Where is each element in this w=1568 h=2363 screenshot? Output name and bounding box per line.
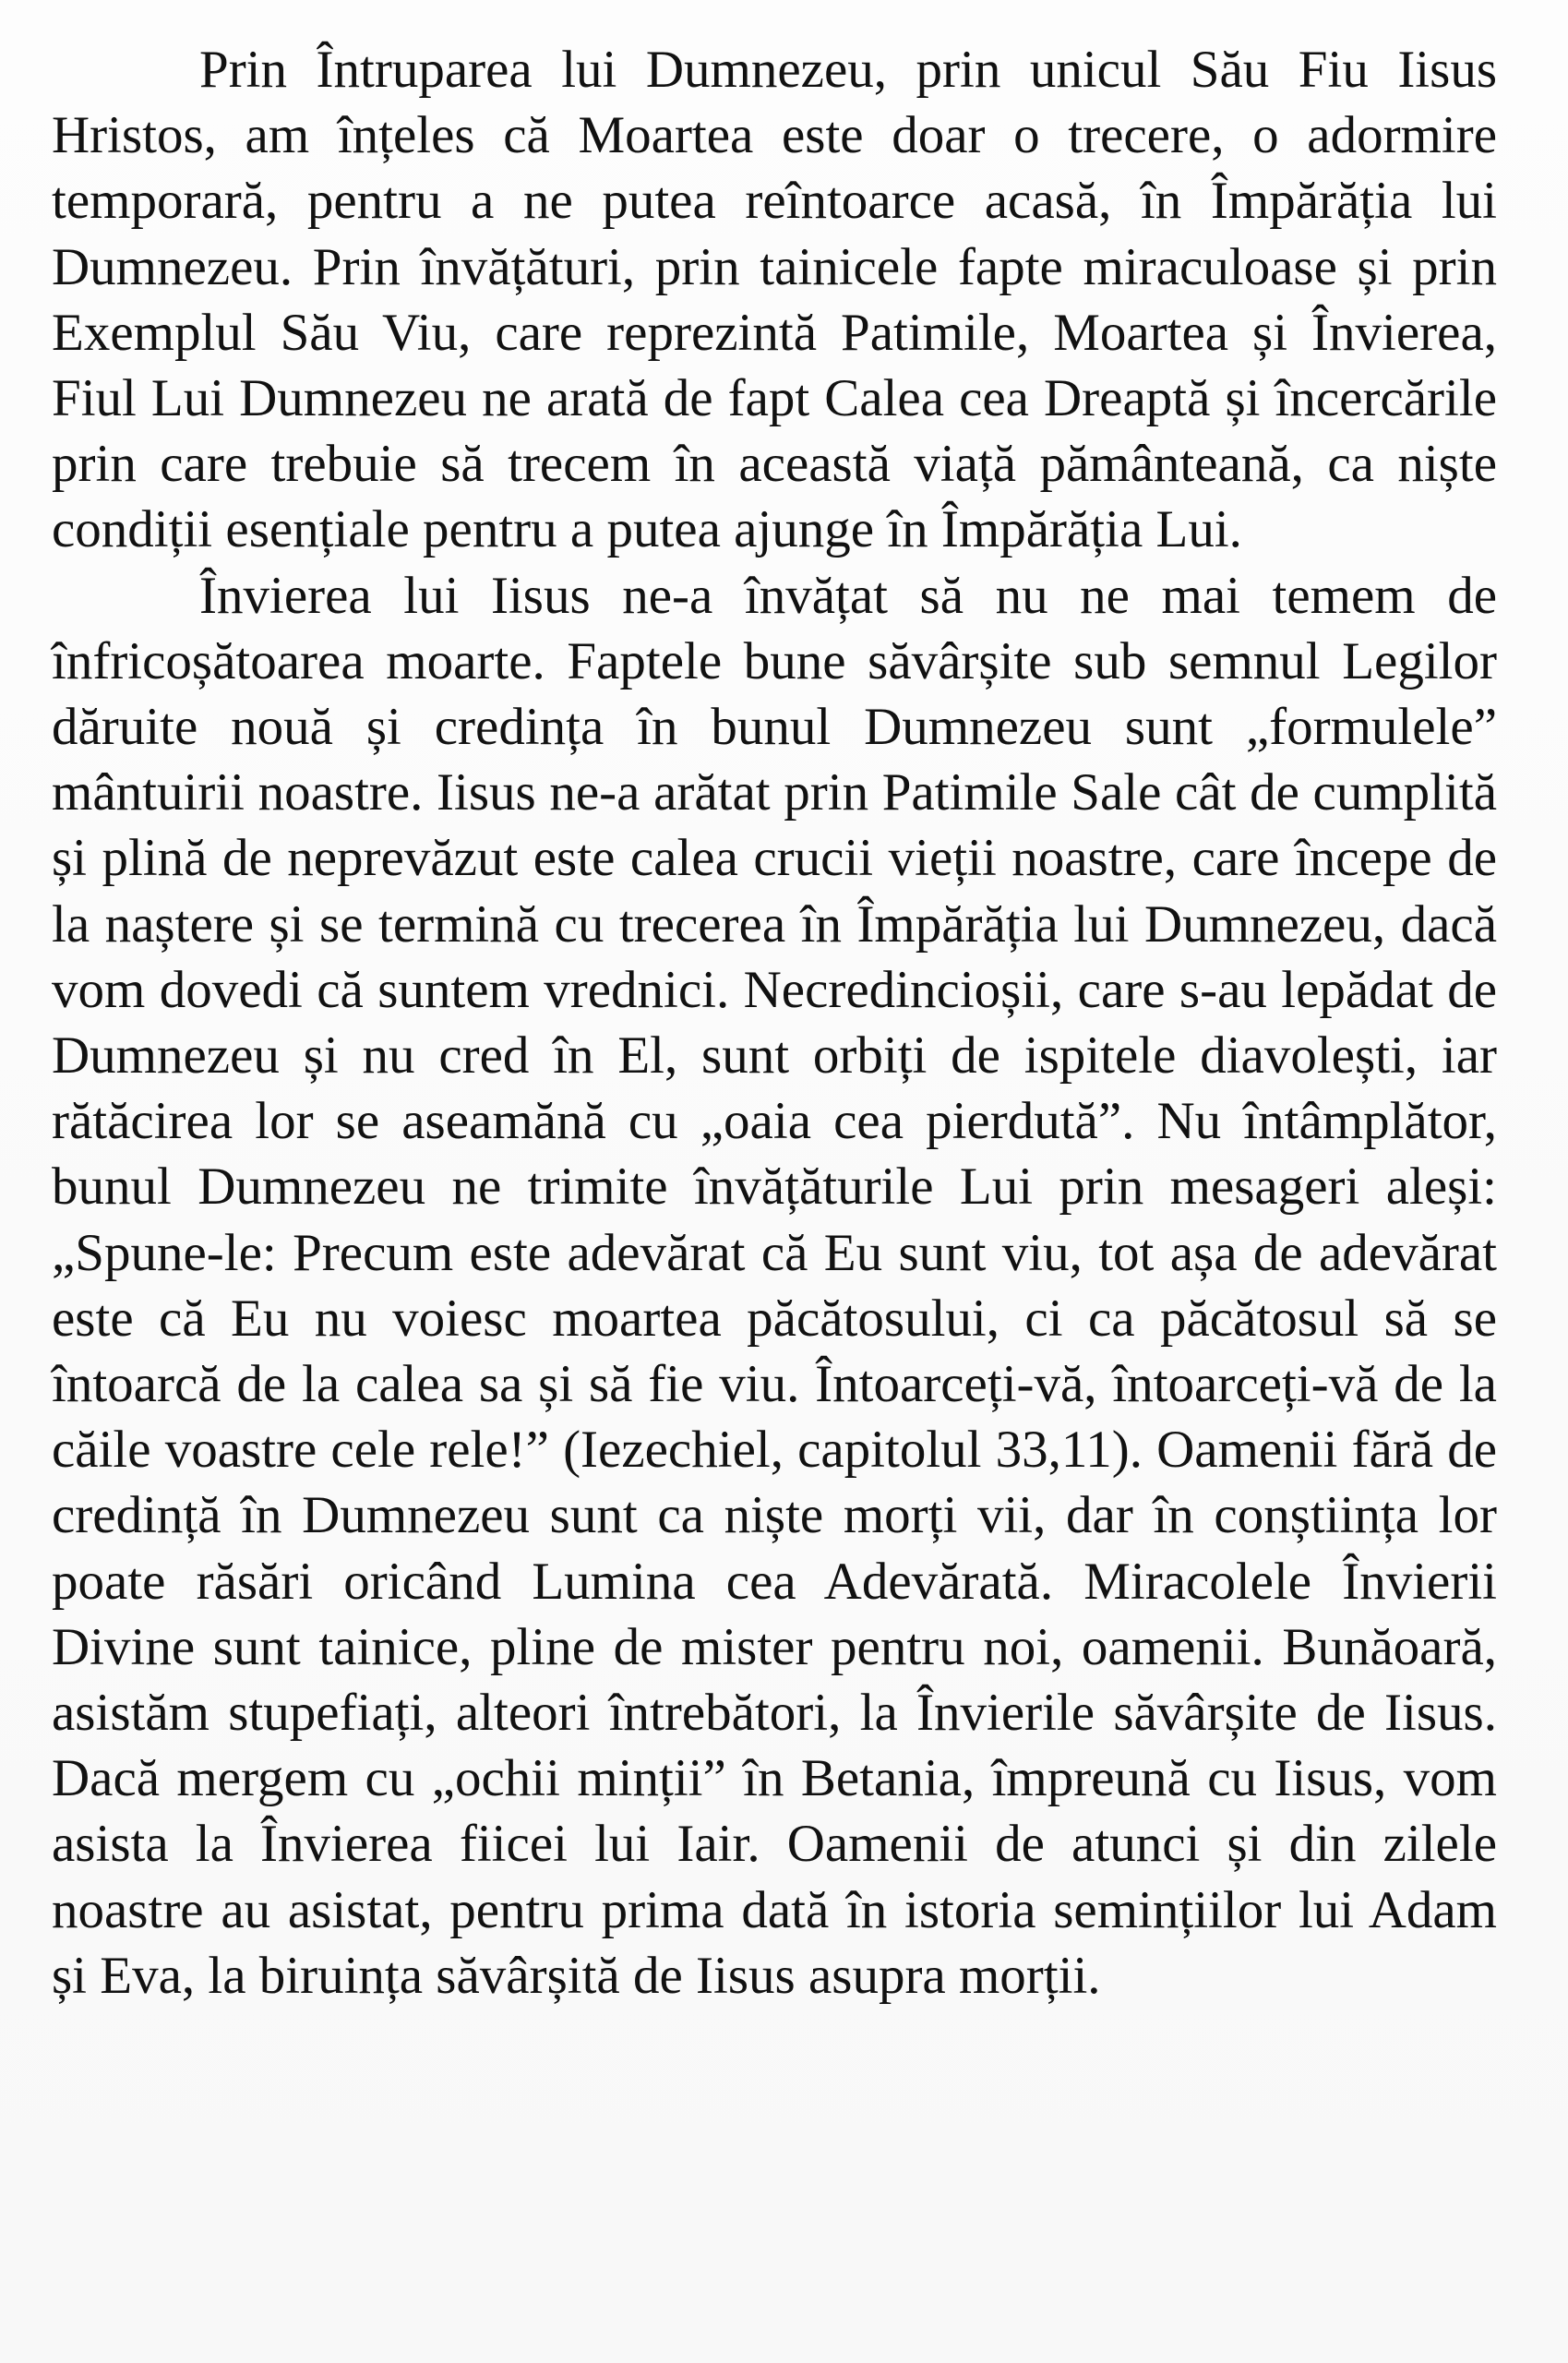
paragraph-1: Prin Întruparea lui Dumnezeu, prin unicul Său Fiu Iisus Hristos, am înțeles că Moartea este doar o trecere, o adormire temporară, pentru a ne putea reîntoarce acasă, în Împărăția lui Dumnezeu. Prin învățături, prin tainicele fapte miraculoase și prin Exemplul Său Viu, care reprezintă Patimile, Moartea și Învierea, Fiul Lui Dumnezeu ne arată de fapt Calea cea Dreaptă și încercările prin care trebuie să trecem în această viață pământeană, ca niște condiții esențiale pentru a putea ajunge în Împărăția Lui. — [52, 41, 1497, 559]
paragraph-2: Învierea lui Iisus ne-a învățat să nu ne mai temem de înfricoșătoarea moarte. Faptele bune săvârșite sub semnul Legilor dăruite nouă și credința în bunul Dumnezeu sunt „formulele” mântuirii noastre. Iisus ne-a arătat prin Patimile Sale cât de cumplită și plină de neprevăzut este calea crucii vieții noastre, care începe de la naștere și se termină cu trecerea în Împărăția lui Dumnezeu, dacă vom dovedi că suntem vrednici. Necredincioșii, care s-au lepădat de Dumnezeu și nu cred în El, sunt orbiți de ispitele diavolești, iar rătăcirea lor se aseamănă cu „oaia cea pierdută”. Nu întâmplător, bunul Dumnezeu ne trimite învățăturile Lui prin mesageri aleși: „Spune-le: Precum este adevărat că Eu sunt viu, tot așa de adevărat este că Eu nu voiesc moartea păcătosului, ci ca păcătosul să se întoarcă de la calea sa și să fie viu. Întoarceți-vă, întoarceți-vă de la căile voastre cele rele!” (Iezechiel, capitolul 33,11). Oamenii fără de credință în Dumnezeu sunt ca niște morți vii, dar în conștiința lor poate răsări oricând Lumina cea Adevărată. Miracolele Învierii Divine sunt tainice, pline de mister pentru noi, oamenii. Bunăoară, asistăm stupefiați, alteori întrebători, la Învierile săvârșite de Iisus. Dacă mergem cu „ochii minții” în Betania, împreună cu Iisus, vom asista la Învierea fiicei lui Iair. Oamenii de atunci și din zilele noastre au asistat, pentru prima dată în istoria semințiilor lui Adam și Eva, la biruința săvârșită de Iisus asupra morții. — [52, 566, 1497, 2005]
page-text — [52, 37, 1497, 2009]
